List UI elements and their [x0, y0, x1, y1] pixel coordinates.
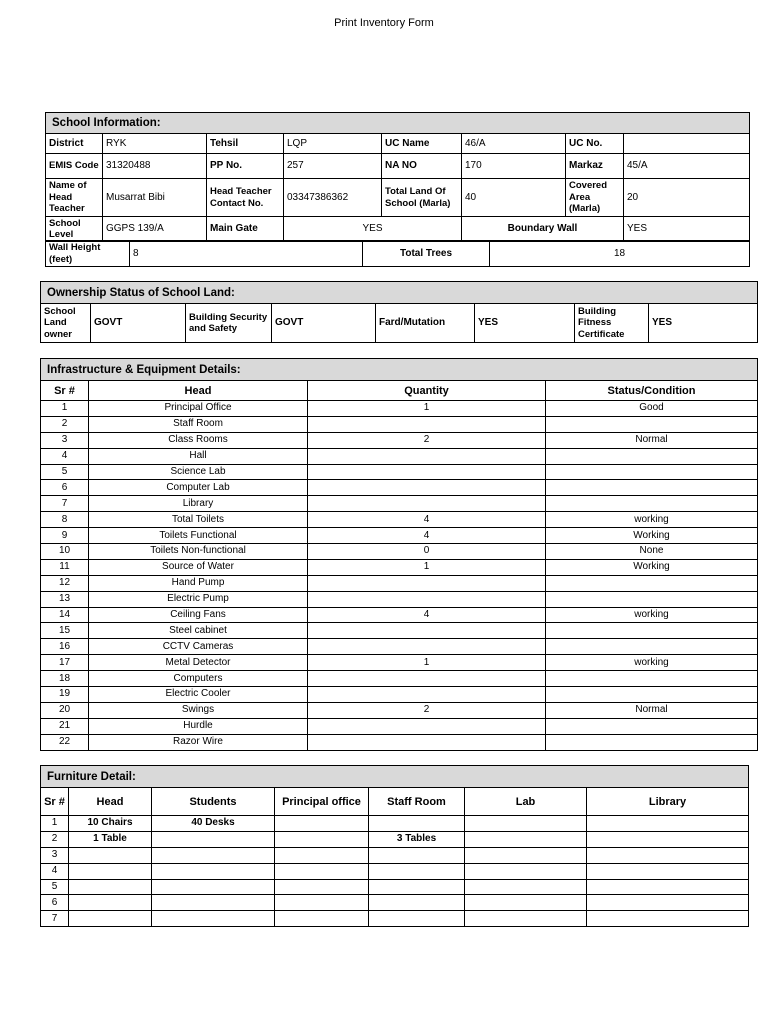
furn-sr-cell: 2: [41, 831, 69, 847]
infra-quantity-cell: [308, 480, 546, 496]
uc-name-value: 46/A: [462, 134, 566, 154]
table-row: [41, 895, 749, 911]
infra-sr-cell: 20: [41, 702, 89, 718]
pp-no-value: 257: [284, 154, 382, 179]
markaz-label: Markaz: [566, 154, 624, 179]
table-row: [41, 544, 758, 560]
infra-status-cell: [546, 623, 758, 639]
infra-head-cell: Staff Room: [89, 416, 308, 432]
table-row: [41, 831, 749, 847]
infra-status-cell: [546, 671, 758, 687]
table-row: [41, 496, 758, 512]
school-information-table: [45, 112, 750, 242]
furn-principal-cell: [275, 879, 369, 895]
ownership-table: [40, 281, 758, 343]
na-no-value: 170: [462, 154, 566, 179]
furn-head-cell: [69, 895, 152, 911]
infra-status-cell: Good: [546, 401, 758, 417]
infra-quantity-cell: 1: [308, 655, 546, 671]
school-level-label: School Level: [46, 217, 103, 242]
infra-head-cell: Swings: [89, 702, 308, 718]
building-security-value: GOVT: [272, 304, 376, 343]
furn-library-cell: [587, 816, 749, 832]
furn-students-cell: 40 Desks: [152, 816, 275, 832]
furn-head-cell: [69, 911, 152, 927]
furn-principal-cell: [275, 863, 369, 879]
infra-sr-cell: 13: [41, 591, 89, 607]
furn-principal-cell: [275, 816, 369, 832]
infra-quantity-cell: [308, 464, 546, 480]
furniture-table: [40, 765, 749, 927]
infra-quantity-cell: [308, 591, 546, 607]
infra-status-cell: Working: [546, 528, 758, 544]
fitness-value: YES: [649, 304, 758, 343]
table-row: [41, 671, 758, 687]
infra-head-cell: Computers: [89, 671, 308, 687]
wall-trees-table: [45, 240, 750, 267]
furn-col-principal-office: Principal office: [275, 788, 369, 816]
infra-status-cell: Working: [546, 559, 758, 575]
covered-area-label: Covered Area (Marla): [566, 179, 624, 217]
furn-staff-cell: [369, 847, 465, 863]
furn-lab-cell: [465, 911, 587, 927]
covered-area-value: 20: [624, 179, 750, 217]
infra-status-cell: working: [546, 655, 758, 671]
infra-quantity-cell: [308, 416, 546, 432]
furniture-heading: Furniture Detail:: [41, 766, 749, 788]
uc-no-label: UC No.: [566, 134, 624, 154]
infra-quantity-cell: [308, 718, 546, 734]
infra-status-cell: [546, 734, 758, 750]
main-gate-value: YES: [284, 217, 462, 242]
infra-head-cell: CCTV Cameras: [89, 639, 308, 655]
fitness-label: Building Fitness Certificate: [575, 304, 649, 343]
infra-status-cell: working: [546, 607, 758, 623]
infra-quantity-cell: 2: [308, 702, 546, 718]
infra-sr-cell: 21: [41, 718, 89, 734]
table-row: [41, 847, 749, 863]
infra-sr-cell: 9: [41, 528, 89, 544]
contact-label: Head Teacher Contact No.: [207, 179, 284, 217]
ownership-heading: Ownership Status of School Land:: [41, 282, 758, 304]
infra-sr-cell: 17: [41, 655, 89, 671]
infra-status-cell: [546, 575, 758, 591]
infra-status-cell: [546, 718, 758, 734]
infra-head-cell: Electric Pump: [89, 591, 308, 607]
table-row: [41, 623, 758, 639]
infra-col-sr: Sr #: [41, 381, 89, 401]
furn-principal-cell: [275, 911, 369, 927]
infra-sr-cell: 14: [41, 607, 89, 623]
furn-principal-cell: [275, 831, 369, 847]
infra-quantity-cell: 0: [308, 544, 546, 560]
furn-library-cell: [587, 895, 749, 911]
total-trees-value: 18: [490, 241, 750, 267]
furn-students-cell: [152, 831, 275, 847]
table-row: [41, 687, 758, 703]
infra-quantity-cell: 4: [308, 512, 546, 528]
furn-principal-cell: [275, 847, 369, 863]
infra-head-cell: Ceiling Fans: [89, 607, 308, 623]
furn-col-library: Library: [587, 788, 749, 816]
fard-label: Fard/Mutation: [376, 304, 475, 343]
furn-lab-cell: [465, 895, 587, 911]
furn-students-cell: [152, 847, 275, 863]
infra-head-cell: Toilets Non-functional: [89, 544, 308, 560]
furn-staff-cell: [369, 895, 465, 911]
infrastructure-table: [40, 358, 758, 751]
infra-sr-cell: 3: [41, 432, 89, 448]
furn-students-cell: [152, 863, 275, 879]
infra-quantity-cell: 4: [308, 528, 546, 544]
infra-head-cell: Hurdle: [89, 718, 308, 734]
table-row: [41, 702, 758, 718]
furn-lab-cell: [465, 831, 587, 847]
furn-library-cell: [587, 863, 749, 879]
infra-col-quantity: Quantity: [308, 381, 546, 401]
furn-sr-cell: 1: [41, 816, 69, 832]
infra-col-status: Status/Condition: [546, 381, 758, 401]
furn-sr-cell: 6: [41, 895, 69, 911]
infra-sr-cell: 6: [41, 480, 89, 496]
infra-status-cell: Normal: [546, 432, 758, 448]
land-owner-label: School Land owner: [41, 304, 91, 343]
tehsil-value: LQP: [284, 134, 382, 154]
district-value: RYK: [103, 134, 207, 154]
furn-lab-cell: [465, 816, 587, 832]
land-owner-value: GOVT: [91, 304, 186, 343]
table-row: [41, 863, 749, 879]
infra-head-cell: Hand Pump: [89, 575, 308, 591]
infra-status-cell: working: [546, 512, 758, 528]
infra-head-cell: Class Rooms: [89, 432, 308, 448]
infra-head-cell: Principal Office: [89, 401, 308, 417]
table-row: [41, 432, 758, 448]
infra-head-cell: Computer Lab: [89, 480, 308, 496]
boundary-wall-value: YES: [624, 217, 750, 242]
infra-quantity-cell: [308, 671, 546, 687]
school-level-value: GGPS 139/A: [103, 217, 207, 242]
infra-sr-cell: 2: [41, 416, 89, 432]
infra-quantity-cell: [308, 448, 546, 464]
table-row: [41, 816, 749, 832]
emis-label: EMIS Code: [46, 154, 103, 179]
infra-sr-cell: 11: [41, 559, 89, 575]
infra-quantity-cell: [308, 687, 546, 703]
furn-col-lab: Lab: [465, 788, 587, 816]
furn-head-cell: 10 Chairs: [69, 816, 152, 832]
infra-quantity-cell: [308, 575, 546, 591]
furn-sr-cell: 5: [41, 879, 69, 895]
furn-library-cell: [587, 847, 749, 863]
infra-quantity-cell: 4: [308, 607, 546, 623]
head-teacher-label: Name of Head Teacher: [46, 179, 103, 217]
infra-status-cell: [546, 639, 758, 655]
infra-quantity-cell: 1: [308, 401, 546, 417]
table-row: [41, 734, 758, 750]
pp-no-label: PP No.: [207, 154, 284, 179]
table-row: [41, 718, 758, 734]
infra-status-cell: [546, 480, 758, 496]
infra-head-cell: Hall: [89, 448, 308, 464]
infra-sr-cell: 18: [41, 671, 89, 687]
furn-students-cell: [152, 879, 275, 895]
infra-sr-cell: 16: [41, 639, 89, 655]
infra-quantity-cell: [308, 496, 546, 512]
wall-height-value: 8: [130, 241, 363, 267]
infra-head-cell: Source of Water: [89, 559, 308, 575]
infra-quantity-cell: 2: [308, 432, 546, 448]
table-row: [41, 655, 758, 671]
building-security-label: Building Security and Safety: [186, 304, 272, 343]
table-row: [41, 401, 758, 417]
infra-quantity-cell: [308, 734, 546, 750]
infra-head-cell: Total Toilets: [89, 512, 308, 528]
infra-head-cell: Library: [89, 496, 308, 512]
wall-height-label: Wall Height (feet): [46, 241, 130, 267]
infra-status-cell: Normal: [546, 702, 758, 718]
fard-value: YES: [475, 304, 575, 343]
contact-value: 03347386362: [284, 179, 382, 217]
table-row: [41, 591, 758, 607]
infra-quantity-cell: [308, 639, 546, 655]
infra-col-head: Head: [89, 381, 308, 401]
school-information-heading: School Information:: [46, 113, 750, 134]
furn-col-staff-room: Staff Room: [369, 788, 465, 816]
infra-sr-cell: 1: [41, 401, 89, 417]
table-row: [41, 528, 758, 544]
tehsil-label: Tehsil: [207, 134, 284, 154]
main-gate-label: Main Gate: [207, 217, 284, 242]
infra-status-cell: [546, 687, 758, 703]
page-title: Print Inventory Form: [334, 17, 434, 29]
furn-library-cell: [587, 831, 749, 847]
infra-status-cell: None: [546, 544, 758, 560]
total-land-label: Total Land Of School (Marla): [382, 179, 462, 217]
table-row: [41, 575, 758, 591]
head-teacher-value: Musarrat Bibi: [103, 179, 207, 217]
infra-quantity-cell: [308, 623, 546, 639]
furn-col-sr: Sr #: [41, 788, 69, 816]
furn-sr-cell: 7: [41, 911, 69, 927]
furn-sr-cell: 4: [41, 863, 69, 879]
infra-status-cell: [546, 448, 758, 464]
infra-head-cell: Toilets Functional: [89, 528, 308, 544]
total-trees-label: Total Trees: [363, 241, 490, 267]
infra-sr-cell: 5: [41, 464, 89, 480]
infra-sr-cell: 12: [41, 575, 89, 591]
table-row: [41, 480, 758, 496]
infra-head-cell: Steel cabinet: [89, 623, 308, 639]
furn-lab-cell: [465, 847, 587, 863]
furn-lab-cell: [465, 863, 587, 879]
furn-staff-cell: [369, 879, 465, 895]
table-row: [41, 448, 758, 464]
furn-library-cell: [587, 911, 749, 927]
infra-sr-cell: 10: [41, 544, 89, 560]
table-row: [41, 607, 758, 623]
table-row: [41, 464, 758, 480]
district-label: District: [46, 134, 103, 154]
furn-lab-cell: [465, 879, 587, 895]
furn-col-head: Head: [69, 788, 152, 816]
boundary-wall-label: Boundary Wall: [462, 217, 624, 242]
furn-staff-cell: 3 Tables: [369, 831, 465, 847]
table-row: [41, 879, 749, 895]
table-row: [41, 911, 749, 927]
table-row: [41, 416, 758, 432]
furn-students-cell: [152, 911, 275, 927]
furn-head-cell: [69, 879, 152, 895]
furn-staff-cell: [369, 816, 465, 832]
na-no-label: NA NO: [382, 154, 462, 179]
furn-head-cell: [69, 847, 152, 863]
furn-staff-cell: [369, 863, 465, 879]
infra-status-cell: [546, 464, 758, 480]
infra-sr-cell: 4: [41, 448, 89, 464]
infra-status-cell: [546, 591, 758, 607]
furn-library-cell: [587, 879, 749, 895]
furn-staff-cell: [369, 911, 465, 927]
uc-no-value: [624, 134, 750, 154]
infra-head-cell: Razor Wire: [89, 734, 308, 750]
emis-value: 31320488: [103, 154, 207, 179]
furn-head-cell: 1 Table: [69, 831, 152, 847]
table-row: [41, 639, 758, 655]
infrastructure-heading: Infrastructure & Equipment Details:: [41, 359, 758, 381]
furn-sr-cell: 3: [41, 847, 69, 863]
markaz-value: 45/A: [624, 154, 750, 179]
table-row: [41, 559, 758, 575]
infra-sr-cell: 15: [41, 623, 89, 639]
table-row: [41, 512, 758, 528]
uc-name-label: UC Name: [382, 134, 462, 154]
furn-head-cell: [69, 863, 152, 879]
infra-head-cell: Metal Detector: [89, 655, 308, 671]
infra-status-cell: [546, 416, 758, 432]
furn-col-students: Students: [152, 788, 275, 816]
furn-principal-cell: [275, 895, 369, 911]
infra-sr-cell: 19: [41, 687, 89, 703]
infra-status-cell: [546, 496, 758, 512]
infra-sr-cell: 22: [41, 734, 89, 750]
total-land-value: 40: [462, 179, 566, 217]
infra-quantity-cell: 1: [308, 559, 546, 575]
furn-students-cell: [152, 895, 275, 911]
infra-sr-cell: 8: [41, 512, 89, 528]
infra-head-cell: Science Lab: [89, 464, 308, 480]
infra-head-cell: Electric Cooler: [89, 687, 308, 703]
infra-sr-cell: 7: [41, 496, 89, 512]
